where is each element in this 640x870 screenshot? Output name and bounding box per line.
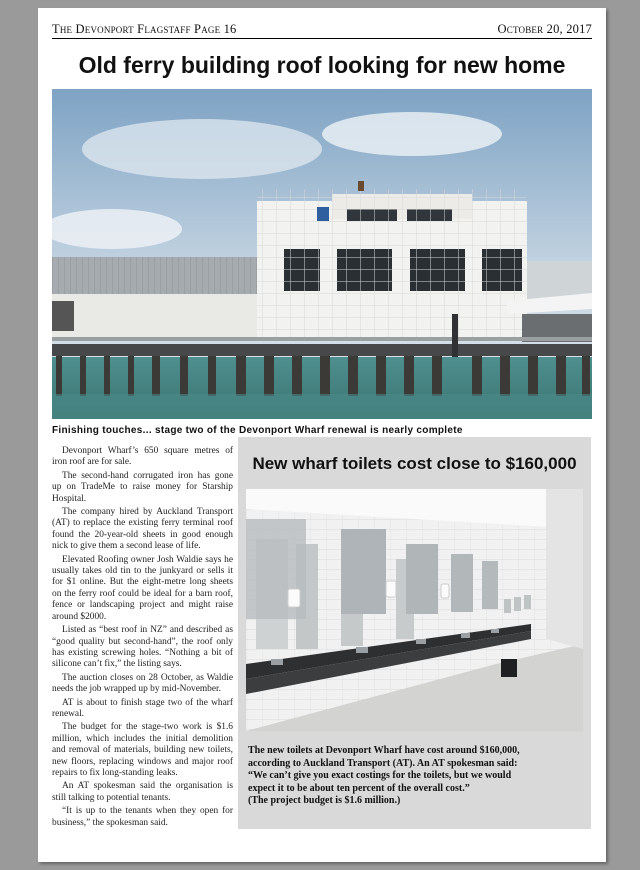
toilets-illustration bbox=[246, 489, 583, 731]
wharf-illustration bbox=[52, 89, 592, 419]
article-paragraph: The company hired by Auckland Transport (AT) to replace the existing ferry terminal roof found the 20-year-old sheets in good enough nick to give them a second lease of life. bbox=[52, 507, 233, 552]
article-paragraph: AT is about to finish stage two of the wharf renewal. bbox=[52, 697, 233, 719]
article-paragraph: Listed as “best roof in NZ” and described as “good quality but second-hand”, the roof only has existing screwing holes. “Nothing a bit of silicone can’t fix,” the listing says. bbox=[52, 625, 233, 670]
article-paragraph: The auction closes on 28 October, as Waldie needs the job wrapped up by mid-November. bbox=[52, 672, 233, 695]
sidebar-caption-line: according to Auckland Transport (AT). An AT spokesman said: bbox=[248, 757, 518, 769]
sidebar-headline: New wharf toilets cost close to $160,000 bbox=[252, 454, 577, 473]
sidebar-caption bbox=[248, 745, 583, 808]
article-paragraph: “It is up to the tenants when they open for business,” the spokesman said. bbox=[52, 806, 233, 828]
photo-caption: Finishing touches... stage two of the Devonport Wharf renewal is nearly complete bbox=[52, 425, 463, 436]
sidebar-box bbox=[238, 437, 591, 829]
article-paragraph: Devonport Wharf’s 650 square metres of iron roof are for sale. bbox=[52, 446, 233, 468]
article-paragraph: The second-hand corrugated iron has gone up on TradeMe to raise money for Starship Hospital. bbox=[52, 470, 233, 504]
toilets-photo bbox=[246, 489, 583, 731]
sidebar-caption-line: expect it to be about ten percent of the overall cost.” bbox=[248, 782, 470, 794]
masthead-date: October 20, 2017 bbox=[497, 22, 592, 36]
sidebar-caption-line: (The project budget is $1.6 million.) bbox=[248, 795, 401, 806]
wharf-photo bbox=[52, 89, 592, 419]
masthead bbox=[52, 22, 592, 39]
article-paragraph: The budget for the stage-two work is $1.6 million, which includes the initial demolition and removal of materials, building new toilets, new floors, replacing windows and major roof repairs to fix long-standing leaks. bbox=[52, 722, 233, 778]
article-body bbox=[52, 446, 233, 831]
sidebar-caption-line: “We can’t give you exact costings for the toilets, but we would bbox=[248, 770, 512, 781]
article-paragraph: Elevated Roofing owner Josh Waldie says he usually takes old tin to the junkyard or sells it for $1 online. But the eight-metre long sheets on the ferry roof could be ideal for a barn roof, fence or landscaping project and might raise around $2000. bbox=[52, 554, 233, 622]
main-headline: Old ferry building roof looking for new home bbox=[78, 52, 566, 78]
newspaper-page bbox=[38, 8, 606, 862]
masthead-title: The Devonport Flagstaff Page 16 bbox=[52, 22, 237, 36]
sidebar-caption-line: The new toilets at Devonport Wharf have cost around $160,000, bbox=[248, 745, 520, 756]
article-paragraph: An AT spokesman said the organisation is still talking to potential tenants. bbox=[52, 781, 233, 803]
